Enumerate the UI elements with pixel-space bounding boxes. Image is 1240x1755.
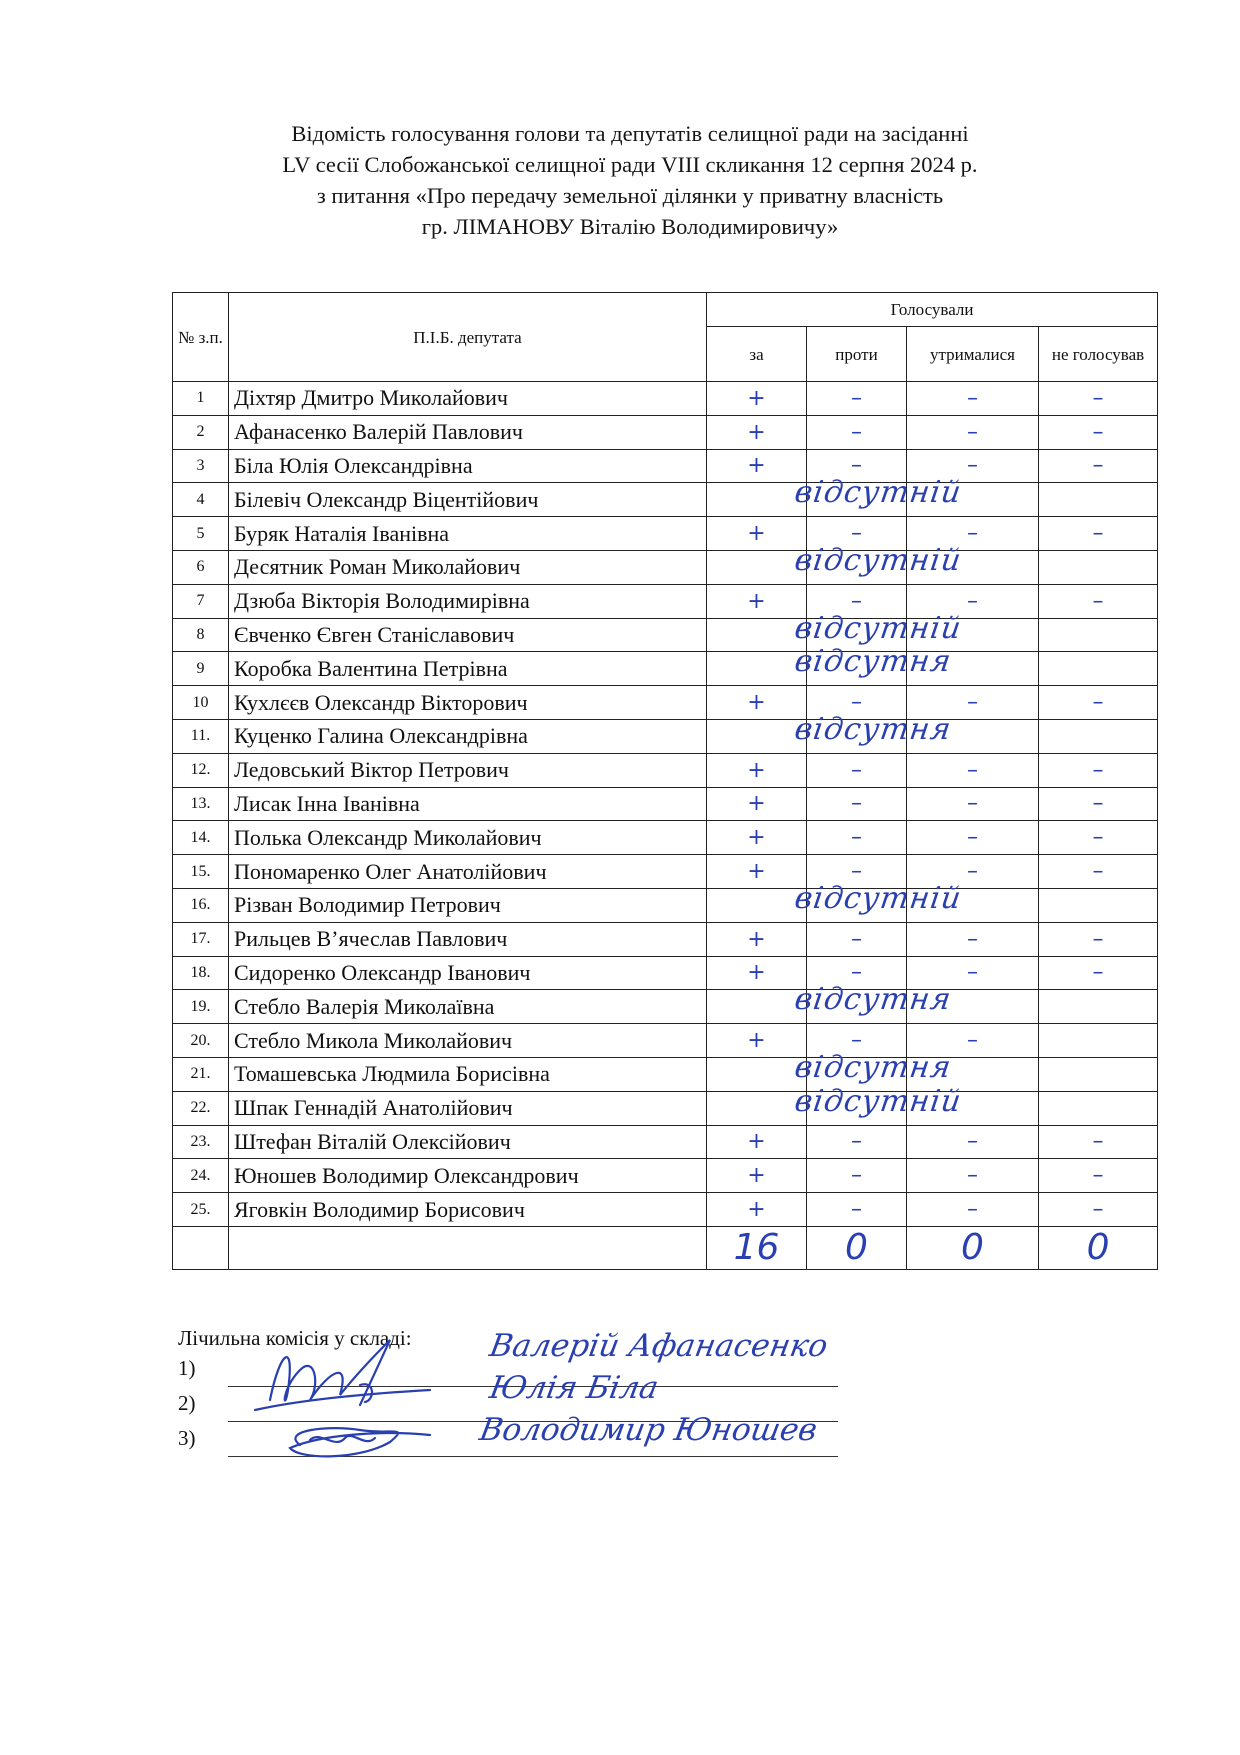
vote-against: – — [807, 1125, 907, 1159]
vote-abstained: – — [907, 1125, 1039, 1159]
deputy-name: Ледовський Віктор Петрович — [229, 753, 707, 787]
vote-not-voted: – — [1039, 787, 1158, 821]
vote-against — [792, 982, 954, 1024]
commission-number-3: 3) — [178, 1426, 196, 1450]
total-against: 0 — [807, 1226, 907, 1269]
vote-not-voted — [1039, 719, 1158, 753]
vote-against — [792, 711, 954, 753]
commission-member-3-name: Володимир Юношев — [476, 1412, 820, 1448]
vote-for: + — [707, 821, 807, 855]
vote-against: – — [807, 449, 907, 483]
vote-abstained: – — [907, 1159, 1039, 1193]
deputy-name: Десятник Роман Миколайович — [229, 550, 707, 584]
absent-note: відсутній — [792, 1083, 964, 1119]
vote-abstained: – — [907, 787, 1039, 821]
table-row — [173, 652, 1158, 686]
vote-not-voted — [1039, 550, 1158, 584]
vote-not-voted — [1039, 652, 1158, 686]
deputy-name: Білевіч Олександр Віцентійович — [229, 483, 707, 517]
vote-not-voted — [1039, 1024, 1158, 1058]
total-abstained: 0 — [907, 1226, 1039, 1269]
vote-abstained — [907, 483, 1039, 517]
row-number: 3 — [173, 449, 229, 483]
vote-not-voted: – — [1039, 382, 1158, 416]
vote-for: + — [707, 415, 807, 449]
vote-not-voted: – — [1039, 956, 1158, 990]
vote-against — [792, 475, 964, 517]
absent-note: відсутня — [792, 644, 954, 680]
absent-note: відсутній — [792, 542, 964, 578]
vote-for — [707, 483, 807, 517]
row-number: 6 — [173, 550, 229, 584]
vote-for: + — [707, 382, 807, 416]
deputy-name: Стебло Валерія Миколаївна — [229, 990, 707, 1024]
row-number: 20. — [173, 1024, 229, 1058]
vote-not-voted: – — [1039, 449, 1158, 483]
absent-note: відсутній — [792, 610, 964, 646]
vote-not-voted: – — [1039, 1159, 1158, 1193]
vote-not-voted: – — [1039, 821, 1158, 855]
vote-abstained: – — [907, 753, 1039, 787]
table-row — [173, 1024, 1158, 1058]
deputy-name: Стебло Микола Миколайович — [229, 1024, 707, 1058]
table-row — [173, 686, 1158, 720]
vote-abstained: – — [907, 415, 1039, 449]
vote-against: – — [807, 1159, 907, 1193]
vote-against: – — [807, 1193, 907, 1227]
vote-abstained — [907, 652, 1039, 686]
vote-for — [707, 1091, 807, 1125]
row-number: 17. — [173, 922, 229, 956]
commission-member-1-name: Валерій Афанасенко — [486, 1328, 831, 1364]
vote-abstained: – — [907, 517, 1039, 551]
deputy-name: Пономаренко Олег Анатолійович — [229, 855, 707, 889]
table-row — [173, 449, 1158, 483]
vote-against: – — [807, 855, 907, 889]
vote-not-voted — [1039, 483, 1158, 517]
row-number: 12. — [173, 753, 229, 787]
vote-for: + — [707, 584, 807, 618]
vote-not-voted: – — [1039, 1193, 1158, 1227]
title-line-1: Відомість голосування голови та депутатів селищної ради на засіданні — [291, 121, 969, 146]
vote-for: + — [707, 449, 807, 483]
row-number: 4 — [173, 483, 229, 517]
vote-for: + — [707, 1159, 807, 1193]
vote-not-voted — [1039, 618, 1158, 652]
vote-not-voted — [1039, 1091, 1158, 1125]
vote-not-voted — [1039, 1057, 1158, 1091]
deputy-name: Буряк Наталія Іванівна — [229, 517, 707, 551]
vote-abstained — [907, 990, 1039, 1024]
table-row — [173, 719, 1158, 753]
vote-abstained: – — [907, 821, 1039, 855]
table-row — [173, 584, 1158, 618]
vote-abstained: – — [907, 956, 1039, 990]
row-number: 24. — [173, 1159, 229, 1193]
vote-not-voted: – — [1039, 1125, 1158, 1159]
deputy-name: Дзюба Вікторія Володимирівна — [229, 584, 707, 618]
row-number: 23. — [173, 1125, 229, 1159]
vote-for: + — [707, 855, 807, 889]
vote-for: + — [707, 753, 807, 787]
vote-abstained: – — [907, 855, 1039, 889]
deputy-name: Коробка Валентина Петрівна — [229, 652, 707, 686]
vote-for: + — [707, 1193, 807, 1227]
row-number: 19. — [173, 990, 229, 1024]
row-number: 9 — [173, 652, 229, 686]
absent-note: відсутній — [792, 880, 964, 916]
header-against: проти — [807, 327, 907, 382]
header-abstained: утрималися — [907, 327, 1039, 382]
row-number: 14. — [173, 821, 229, 855]
table-row — [173, 821, 1158, 855]
vote-abstained — [907, 1091, 1039, 1125]
vote-against: – — [807, 1024, 907, 1058]
table-row — [173, 415, 1158, 449]
vote-against: – — [807, 517, 907, 551]
vote-for — [707, 1057, 807, 1091]
title-line-3: з питання «Про передачу земельної ділянки у приватну власність — [316, 183, 944, 208]
table-row — [173, 787, 1158, 821]
vote-abstained — [907, 550, 1039, 584]
vote-abstained: – — [907, 922, 1039, 956]
vote-not-voted: – — [1039, 584, 1158, 618]
vote-for — [707, 888, 807, 922]
vote-against — [792, 644, 954, 686]
vote-against: – — [807, 686, 907, 720]
vote-against — [792, 880, 964, 922]
deputy-name: Сидоренко Олександр Іванович — [229, 956, 707, 990]
row-number: 10 — [173, 686, 229, 720]
vote-abstained: – — [907, 449, 1039, 483]
table-row — [173, 382, 1158, 416]
vote-for — [707, 652, 807, 686]
table-row — [173, 1091, 1158, 1125]
vote-for: + — [707, 517, 807, 551]
deputy-name: Лисак Інна Іванівна — [229, 787, 707, 821]
commission-number-2: 2) — [178, 1391, 196, 1415]
absent-note: відсутній — [792, 475, 964, 511]
table-row — [173, 990, 1158, 1024]
deputy-name: Біла Юлія Олександрівна — [229, 449, 707, 483]
vote-not-voted — [1039, 990, 1158, 1024]
vote-against: – — [807, 956, 907, 990]
row-number: 8 — [173, 618, 229, 652]
header-for: за — [707, 327, 807, 382]
row-number: 13. — [173, 787, 229, 821]
vote-for — [707, 990, 807, 1024]
row-number: 5 — [173, 517, 229, 551]
totals-row — [173, 1226, 1158, 1269]
deputy-name: Шпак Геннадій Анатолійович — [229, 1091, 707, 1125]
row-number: 2 — [173, 415, 229, 449]
commission-label: Лічильна комісія у складі: — [178, 1326, 412, 1350]
vote-abstained: – — [907, 1024, 1039, 1058]
totals-label — [229, 1226, 707, 1269]
vote-abstained: – — [907, 1193, 1039, 1227]
row-number: 18. — [173, 956, 229, 990]
deputy-name: Рильцев В’ячеслав Павлович — [229, 922, 707, 956]
row-number: 15. — [173, 855, 229, 889]
table-row — [173, 618, 1158, 652]
table-row — [173, 956, 1158, 990]
vote-abstained — [907, 719, 1039, 753]
vote-for: + — [707, 922, 807, 956]
title-line-4: гр. ЛІМАНОВУ Віталію Володимировичу» — [421, 214, 839, 239]
deputy-name: Різван Володимир Петрович — [229, 888, 707, 922]
vote-not-voted: – — [1039, 686, 1158, 720]
title-line-2: LV сесії Слобожанської селищної ради VIII скликання 12 серпня 2024 р. — [282, 152, 978, 177]
vote-against: – — [807, 382, 907, 416]
deputy-name: Кухлєєв Олександр Вікторович — [229, 686, 707, 720]
table-row — [173, 1125, 1158, 1159]
vote-against: – — [807, 415, 907, 449]
document-title — [180, 118, 1080, 242]
table-row — [173, 517, 1158, 551]
table-row — [173, 1193, 1158, 1227]
absent-note: відсутня — [792, 982, 954, 1018]
signature-scribble — [240, 1330, 470, 1470]
deputy-name: Штефан Віталій Олексійович — [229, 1125, 707, 1159]
deputy-name: Юношев Володимир Олександрович — [229, 1159, 707, 1193]
commission-member-2-name: Юлія Біла — [486, 1370, 662, 1406]
vote-not-voted: – — [1039, 517, 1158, 551]
row-number: 21. — [173, 1057, 229, 1091]
row-number: 11. — [173, 719, 229, 753]
vote-for — [707, 618, 807, 652]
vote-for: + — [707, 787, 807, 821]
deputy-name: Євченко Євген Станіславович — [229, 618, 707, 652]
vote-abstained: – — [907, 584, 1039, 618]
vote-not-voted: – — [1039, 415, 1158, 449]
vote-for: + — [707, 1024, 807, 1058]
header-number: № з.п. — [173, 293, 229, 382]
header-name: П.І.Б. депутата — [229, 293, 707, 382]
vote-against — [792, 1083, 964, 1125]
commission-number-1: 1) — [178, 1356, 196, 1380]
voting-table — [172, 292, 1158, 1270]
row-number: 16. — [173, 888, 229, 922]
table-row — [173, 483, 1158, 517]
deputy-name: Афанасенко Валерій Павлович — [229, 415, 707, 449]
deputy-name: Полька Олександр Миколайович — [229, 821, 707, 855]
vote-for — [707, 550, 807, 584]
row-number: 25. — [173, 1193, 229, 1227]
table-row — [173, 922, 1158, 956]
vote-for: + — [707, 686, 807, 720]
vote-against — [792, 542, 964, 584]
vote-not-voted: – — [1039, 855, 1158, 889]
deputy-name: Куценко Галина Олександрівна — [229, 719, 707, 753]
vote-abstained: – — [907, 382, 1039, 416]
vote-not-voted: – — [1039, 753, 1158, 787]
vote-abstained — [907, 888, 1039, 922]
vote-against: – — [807, 787, 907, 821]
total-not-voted: 0 — [1039, 1226, 1158, 1269]
row-number: 1 — [173, 382, 229, 416]
row-number: 7 — [173, 584, 229, 618]
total-for: 16 — [707, 1226, 807, 1269]
header-not-voted: не голосував — [1039, 327, 1158, 382]
vote-against: – — [807, 821, 907, 855]
deputy-name: Діхтяр Дмитро Миколайович — [229, 382, 707, 416]
totals-number — [173, 1226, 229, 1269]
vote-for — [707, 719, 807, 753]
vote-for: + — [707, 956, 807, 990]
row-number: 22. — [173, 1091, 229, 1125]
vote-against: – — [807, 753, 907, 787]
deputy-name: Яговкін Володимир Борисович — [229, 1193, 707, 1227]
table-row — [173, 753, 1158, 787]
vote-for: + — [707, 1125, 807, 1159]
absent-note: відсутня — [792, 1049, 954, 1085]
vote-against: – — [807, 584, 907, 618]
deputy-name: Томашевська Людмила Борисівна — [229, 1057, 707, 1091]
table-row — [173, 855, 1158, 889]
vote-not-voted — [1039, 888, 1158, 922]
header-voted: Голосували — [707, 293, 1158, 327]
table-row — [173, 1159, 1158, 1193]
table-row — [173, 1057, 1158, 1091]
vote-abstained: – — [907, 686, 1039, 720]
absent-note: відсутня — [792, 711, 954, 747]
vote-not-voted: – — [1039, 922, 1158, 956]
table-row — [173, 550, 1158, 584]
table-row — [173, 888, 1158, 922]
vote-against: – — [807, 922, 907, 956]
